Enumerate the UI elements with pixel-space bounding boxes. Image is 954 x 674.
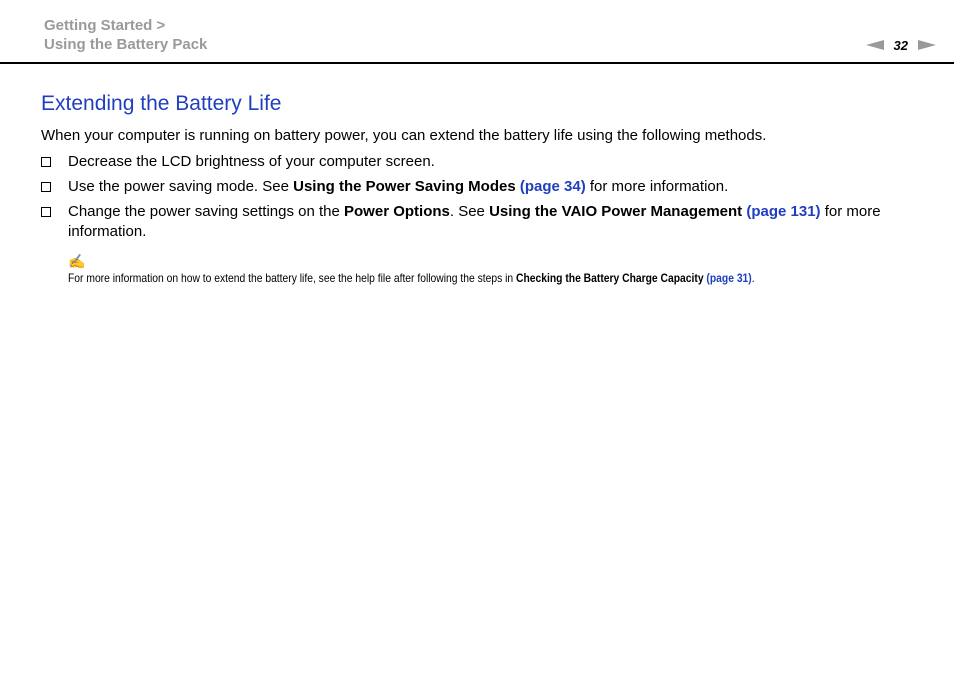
page-link[interactable]: (page 34) xyxy=(519,178,586,195)
list-item xyxy=(40,202,920,242)
checkbox-bullet-icon xyxy=(41,207,51,217)
list-item xyxy=(40,152,920,172)
methods-list xyxy=(40,152,920,247)
breadcrumb-current: Using the Battery Pack xyxy=(44,36,208,53)
section-reference: Power Options xyxy=(344,203,450,220)
page-number: 32 xyxy=(893,37,908,53)
intro-paragraph: When your computer is running on battery power, you can extend the battery life using the following methods. xyxy=(41,127,767,144)
list-item-text: . See xyxy=(449,203,490,220)
section-reference: Using the VAIO Power Management xyxy=(489,203,743,220)
header-divider xyxy=(0,62,954,64)
list-item-text: Decrease the LCD brightness of your computer screen. xyxy=(68,153,435,170)
checkbox-bullet-icon xyxy=(41,182,51,192)
breadcrumb-parent[interactable]: Getting Started > xyxy=(44,17,166,34)
note-block xyxy=(68,254,938,285)
note-text: For more information on how to extend the battery life, see the help file after following the steps in Checking the Battery Charge Capacity (page 31). xyxy=(68,271,755,285)
previous-page-arrow-icon[interactable] xyxy=(866,40,884,50)
list-item-text: for more information. xyxy=(68,203,881,240)
page-link[interactable]: (page 31) xyxy=(706,271,752,285)
list-item-text: for more information. xyxy=(585,178,729,195)
breadcrumb xyxy=(44,16,207,54)
section-reference: Using the Power Saving Modes xyxy=(293,178,516,195)
list-item xyxy=(40,177,920,197)
note-pencil-icon: ✍ xyxy=(68,253,86,269)
page-link[interactable]: (page 131) xyxy=(746,203,821,220)
next-page-arrow-icon[interactable] xyxy=(918,40,936,50)
list-item-text: Change the power saving settings on the xyxy=(68,203,345,220)
checkbox-bullet-icon xyxy=(41,157,51,167)
page-navigation xyxy=(866,36,936,54)
page-title: Extending the Battery Life xyxy=(41,92,282,115)
section-reference: Checking the Battery Charge Capacity xyxy=(516,271,704,285)
list-item-text: Use the power saving mode. See xyxy=(68,178,294,195)
